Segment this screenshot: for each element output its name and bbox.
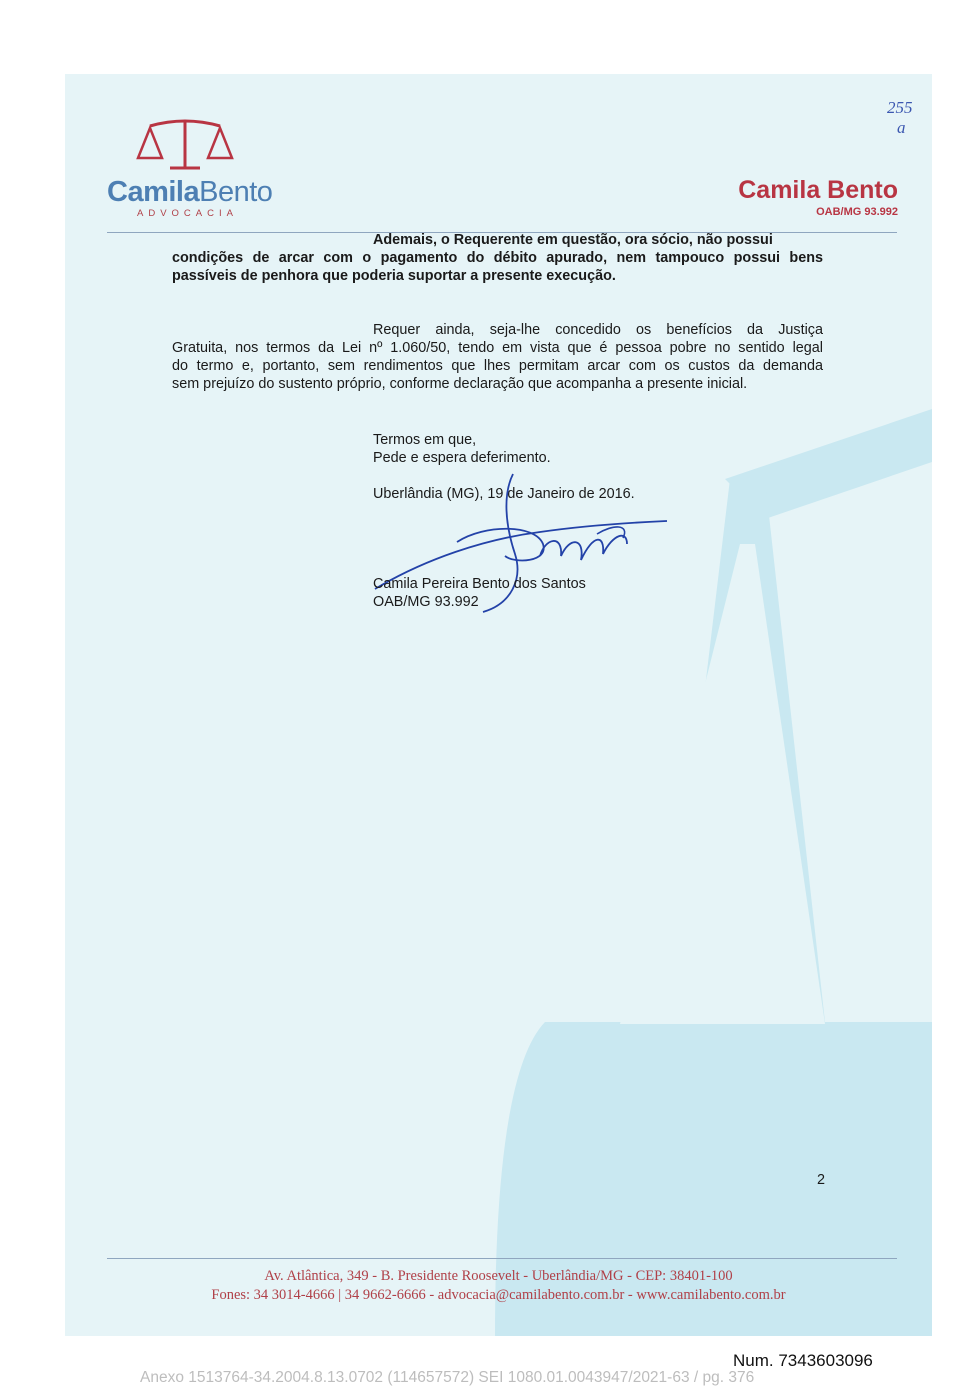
closing-line2: Pede e espera deferimento. — [373, 450, 551, 466]
paragraph2-line4: sem prejuízo do sustento próprio, conforme declaração que acompanha a presente inicial. — [172, 376, 748, 392]
annex-stamp: Anexo 1513764-34.2004.8.13.0702 (114657572) SEI 1080.01.0043947/2021-63 / pg. 376 — [140, 1369, 755, 1386]
handwritten-folio-sub: a — [897, 118, 906, 137]
signer-name: Camila Pereira Bento dos Santos — [373, 576, 586, 592]
page-number: 2 — [817, 1172, 826, 1188]
paragraph1-line1: Ademais, o Requerente em questão, ora sócio, não possui — [373, 232, 773, 248]
footer-address: Av. Atlântica, 349 - B. Presidente Roosevelt - Uberlândia/MG - CEP: 38401-100 — [264, 1268, 733, 1284]
paragraph2-line3: do termo e, portanto, sem rendimentos que lhes permitam arcar com os custos da demanda — [172, 358, 823, 374]
handwritten-folio: 255 — [887, 98, 913, 117]
closing-line1: Termos em que, — [373, 432, 477, 448]
footer-contacts: Fones: 34 3014-4666 | 34 9662-6666 - advocacia@camilabento.com.br - www.camilabento.com.br — [211, 1287, 786, 1303]
paragraph2-line2: Gratuita, nos termos da Lei nº 1.060/50, tendo em vista que é pessoa pobre no sentido legal — [172, 340, 823, 356]
logo-wordmark — [107, 176, 272, 209]
place-date: Uberlândia (MG), 19 de Janeiro de 2016. — [373, 486, 635, 502]
paragraph2-line1: Requer ainda, seja-lhe concedido os benefícios da Justiça — [373, 322, 823, 338]
logo-wordmark-first: Camila — [107, 176, 200, 208]
paragraph1-line2: condições de arcar com o pagamento do débito apurado, nem tampouco possui bens — [172, 250, 823, 266]
document-number: Num. 7343603096 — [733, 1351, 873, 1370]
logo-wordmark-second: Bento — [199, 176, 273, 208]
letterhead-registration: OAB/MG 93.992 — [816, 206, 898, 218]
scanned-page — [65, 74, 932, 1336]
paragraph1-line3: passíveis de penhora que poderia suportar a presente execução. — [172, 268, 616, 284]
footer-rule — [107, 1258, 897, 1259]
letterhead-name: Camila Bento — [738, 176, 898, 204]
signer-registration: OAB/MG 93.992 — [373, 594, 479, 610]
scales-logo-icon — [130, 116, 240, 176]
logo-subtitle: ADVOCACIA — [137, 208, 238, 219]
